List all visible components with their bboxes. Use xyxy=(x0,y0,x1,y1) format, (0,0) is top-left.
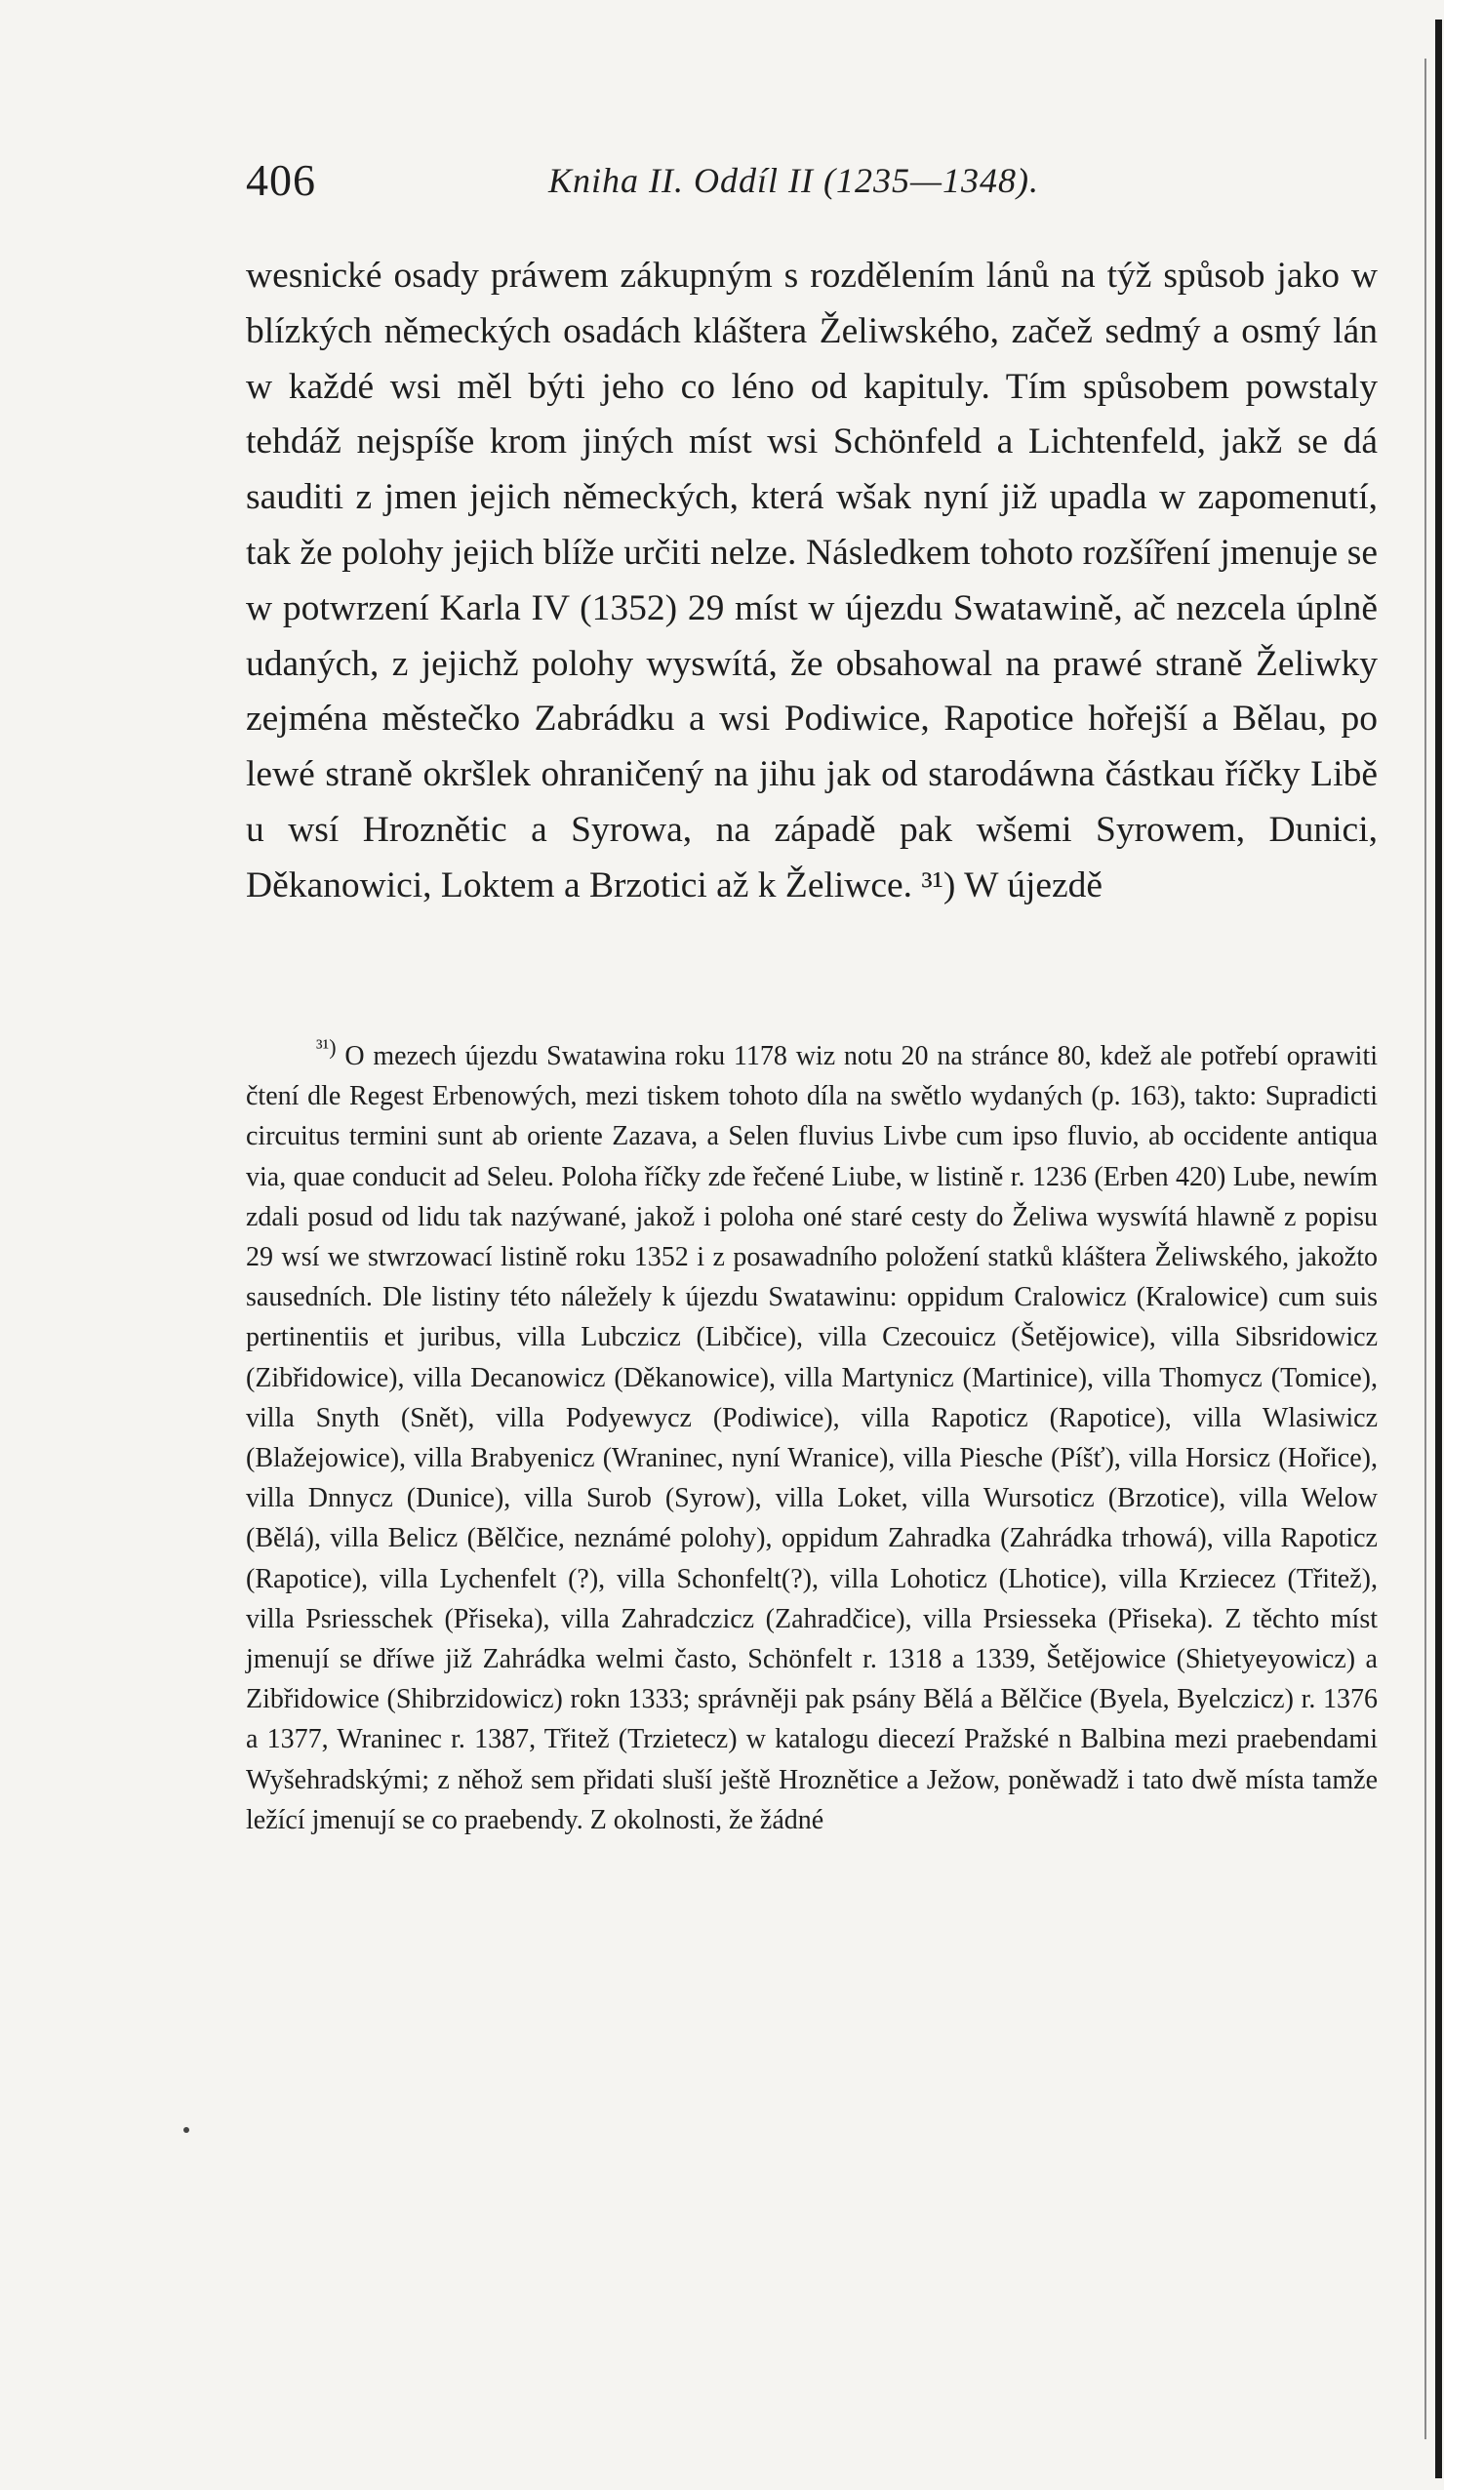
running-head xyxy=(246,146,1378,205)
page-number: 406 xyxy=(246,155,316,205)
body-paragraph: wesnické osady práwem zákupným s rozdělením lánů na týž spůsob jako w blízkých německých osadách kláštera Želiwského, začež sedmý a osmý lán w každé wsi měl býti jeho co léno od kapituly. Tím spůsobem powstaly tehdáž nejspíše krom jiných míst wsi Schönfeld a Lichtenfeld, jakž se dá sauditi z jmen jejich německých, která wšak nyní již upadla w zapomenutí, tak že polohy jejich blíže určiti nelze. Následkem tohoto rozšíření jmenuje se w potwrzení Karla IV (1352) 29 míst w újezdu Swatawině, ač nezcela úplně udaných, z jejichž polohy wyswítá, že obsahowal na prawé straně Želiwky zejména městečko Zabrádku a wsi Podiwice, Rapotice hořejší a Bělau, po lewé straně okršlek ohraničený na jihu jak od starodáwna částkau říčky Libě u wsí Hroznětic a Syrowa, na západě pak wšemi Syrowem, Dunici, Děkanowici, Loktem a Brzotici až k Želiwce. ³¹) W újezdě xyxy=(246,256,1378,905)
page-edge xyxy=(1444,0,1484,2490)
footnote-marker: ³¹) xyxy=(316,1034,337,1060)
scan-border xyxy=(1435,20,1442,2478)
footnote xyxy=(246,1036,1378,1840)
page-fold-line xyxy=(1424,59,1426,2439)
speck-mark xyxy=(183,2127,189,2133)
footnote-text: O mezech újezdu Swatawina roku 1178 wiz notu 20 na stránce 80, kdež ale potřebí oprawiti čtení dle Regest Erbenowých, mezi tiskem tohoto díla na swětlo wydaných (p. 163), takto: Supradicti circuitus termini sunt ab oriente Zazava, a Selen fluvius Livbe cum ipso fluvio, ab occidente antiqua via, quae conducit ad Seleu. Poloha říčky zde řečené Liube, w listině r. 1236 (Erben 420) Lube, newím zdali posud od lidu tak nazýwané, jakož i poloha oné staré cesty do Želiwa wyswítá hlawně z popisu 29 wsí we stwrzowací listině roku 1352 i z posawadního položení statků kláštera Želiwského, jakožto sausedních. Dle listiny této náležely k újezdu Swatawinu: oppidum Cralowicz (Kralowice) cum suis pertinentiis et juribus, villa Lubczicz (Libčice), villa Czecouicz (Šetějowice), villa Sibsridowicz (Zibřidowice), villa Decanowicz (Děkanowice), villa Martynicz (Martinice), villa Thomycz (Tomice), villa Snyth (Snět), villa Podyewycz (Podiwice), villa Rapoticz (Rapotice), villa Wlasiwicz (Blažejowice), villa Brabyenicz (Wraninec, nyní Wranice), villa Piesche (Píšť), villa Horsicz (Hořice), villa Dnnycz (Dunice), villa Surob (Syrow), villa Loket, villa Wursoticz (Brzotice), villa Welow (Bělá), villa Belicz (Bělčice, neznámé polohy), oppidum Zahradka (Zahrádka trhowá), villa Rapoticz (Rapotice), villa Lychenfelt (?), villa Schonfelt(?), villa Lohoticz (Lhotice), villa Krziecez (Třitež), villa Psriesschek (Přiseka), villa Zahradczicz (Zahradčice), villa Prsiesseka (Přiseka). Z těchto míst jmenují se dříwe již Zahrádka welmi často, Schönfelt r. 1318 a 1339, Šetějowice (Shietyeyowicz) a Zibřidowice (Shibrzidowicz) rokn 1333; správněji pak psány Bělá a Bělčice (Byela, Byelczicz) r. 1376 a 1377, Wraninec r. 1387, Třitež (Trzietecz) w katalogu diecezí Pražské n Balbina mezi praebendami Wyšehradskými; z něhož sem přidati sluší ještě Hroznětice a Ježow, poněwadž i tato dwě místa tamže ležící jmenují se co praebendy. Z okolnosti, že žádné xyxy=(246,1041,1379,1835)
running-title: Kniha II. Oddíl II (1235—1348). xyxy=(548,161,1039,200)
